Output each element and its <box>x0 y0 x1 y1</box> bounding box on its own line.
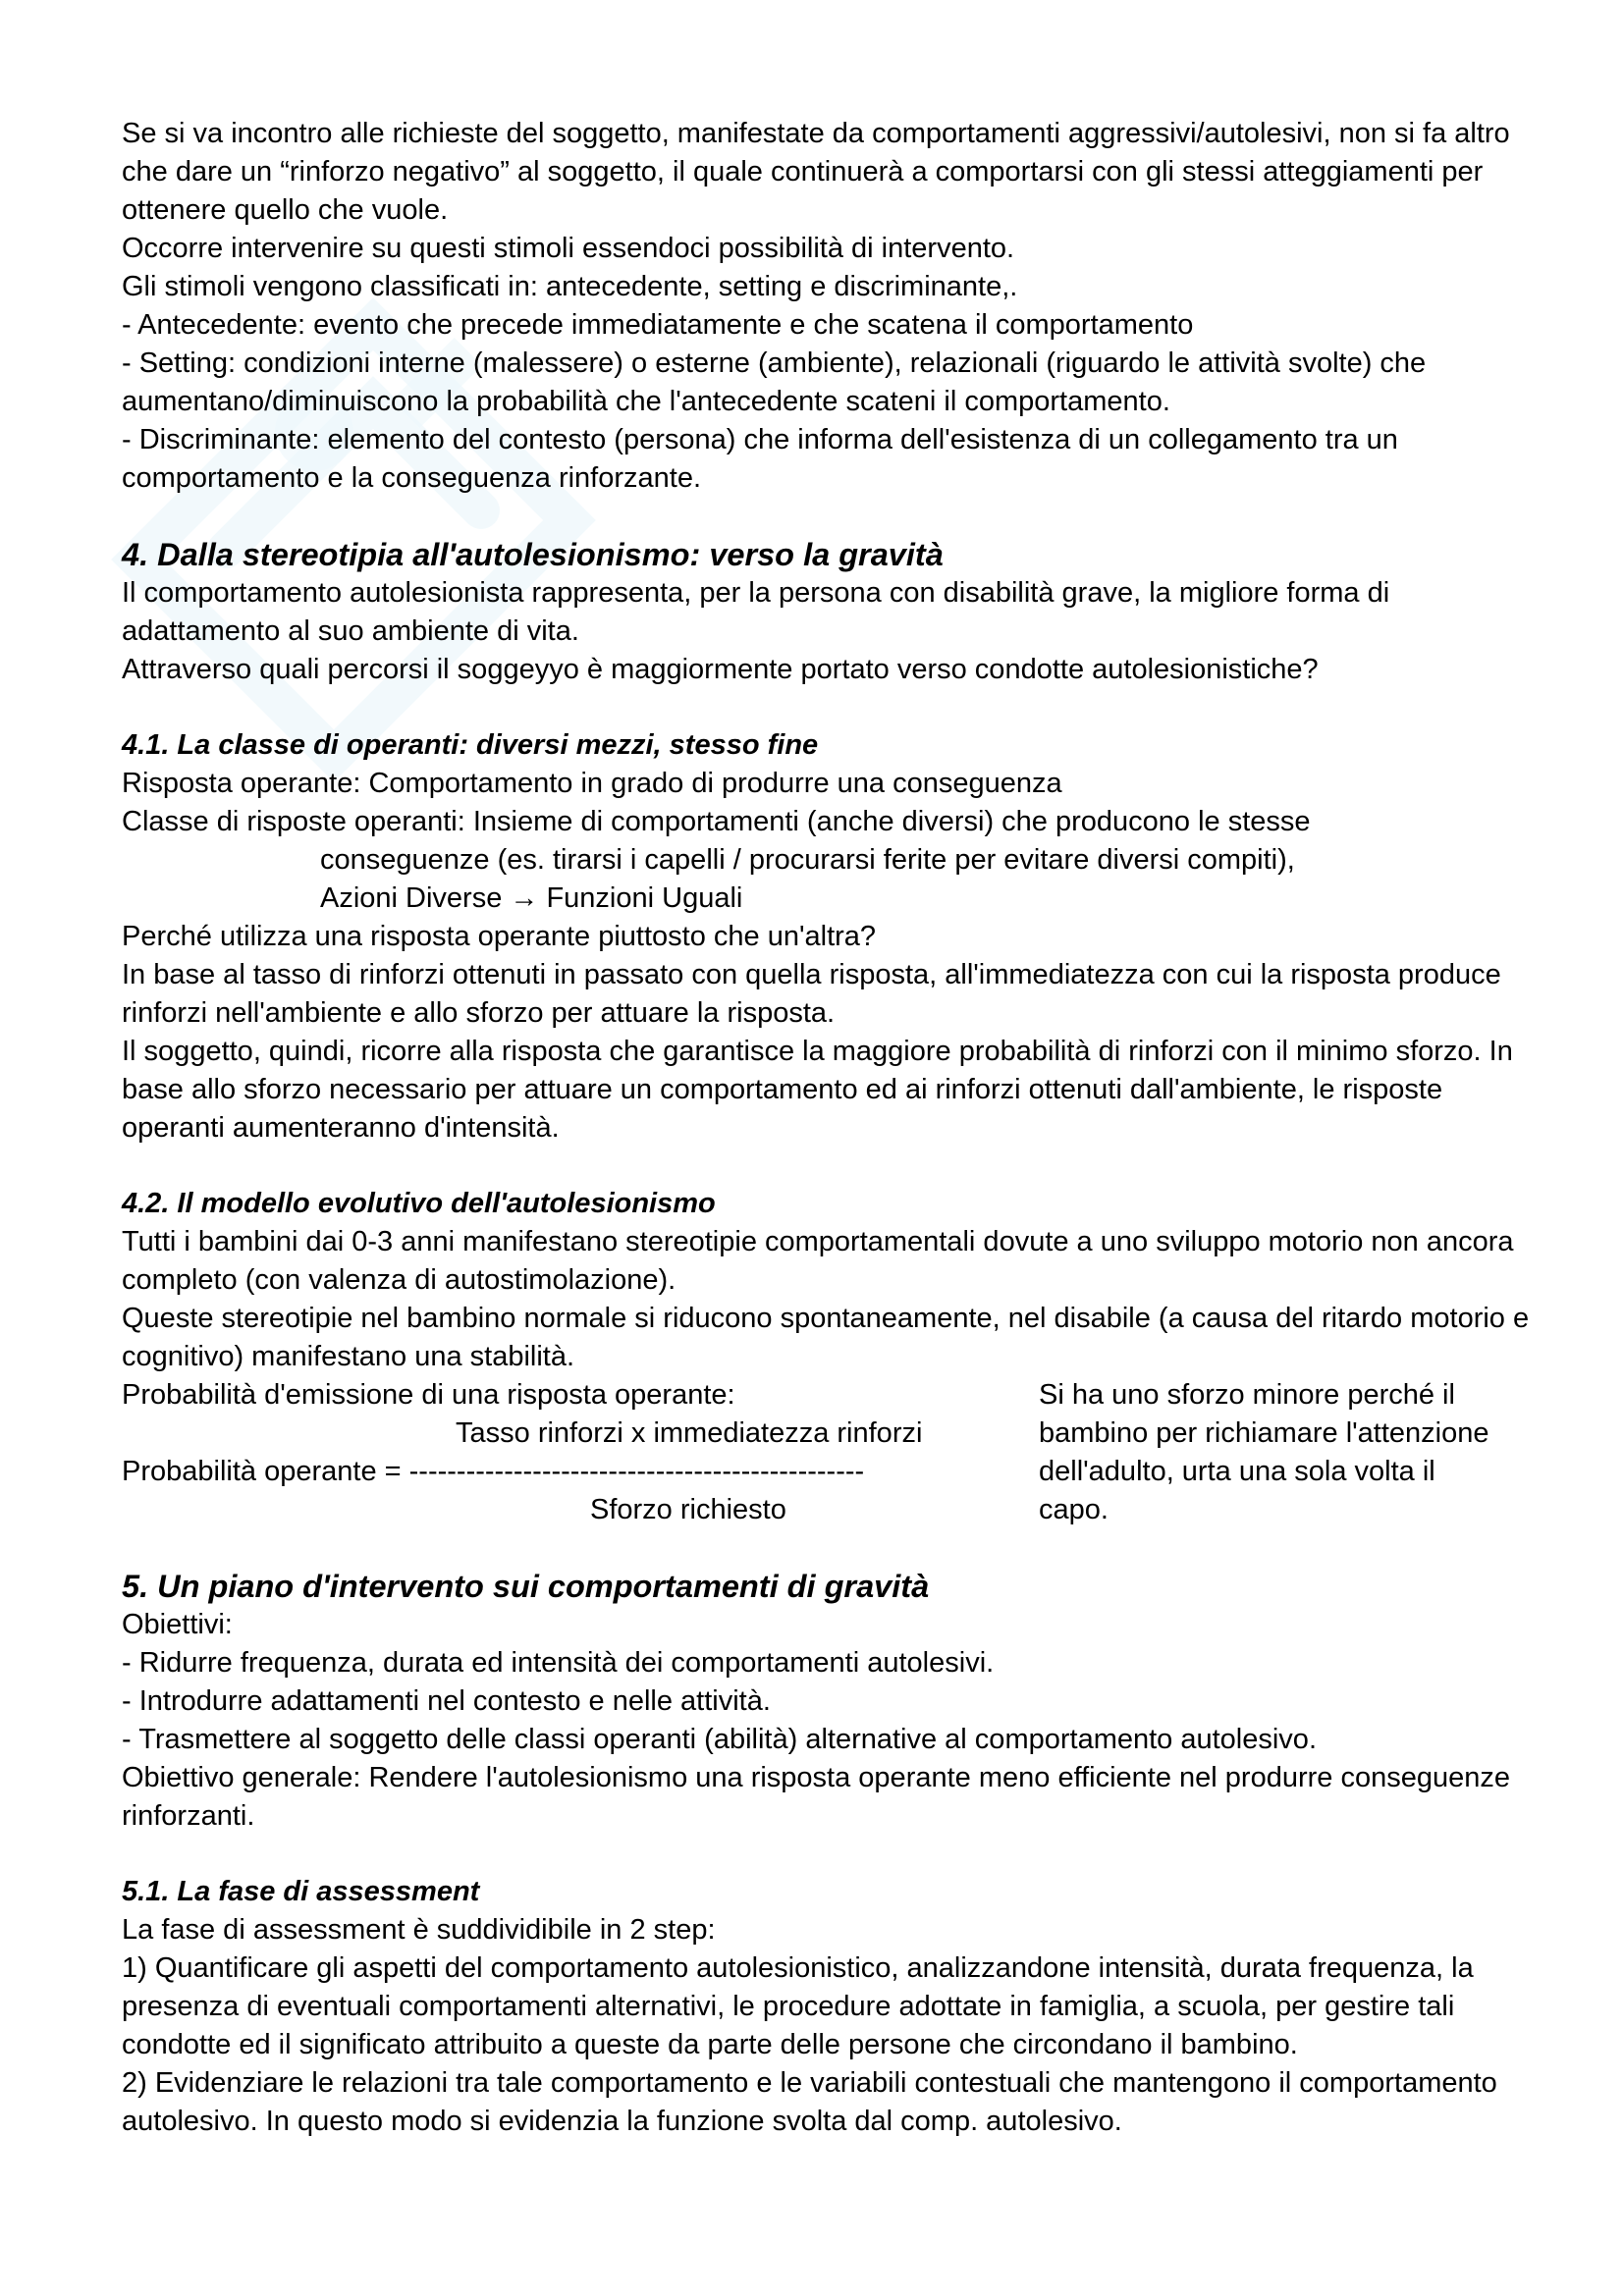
subsection-heading: 4.2. Il modello evolutivo dell'autolesionismo <box>122 1188 716 1219</box>
formula-denominator: Sforzo richiesto <box>590 1494 786 1525</box>
paragraph: Obiettivo generale: Rendere l'autolesionismo una risposta operante meno efficiente nel produrre conseguenze rinforzanti. <box>122 1762 1511 1832</box>
paragraph: Perché utilizza una risposta operante piuttosto che un'altra? <box>122 921 877 952</box>
paragraph: Gli stimoli vengono classificati in: antecedente, setting e discriminante,. <box>122 271 1018 302</box>
list-item: - Setting: condizioni interne (malessere) o esterne (ambiente), relazionali (riguardo le attività svolte) che aumentano/diminuiscono la probabilità che l'antecedente scateni il comportamento. <box>122 347 1427 417</box>
list-item: - Trasmettere al soggetto delle classi operanti (abilità) alternative al comportamento autolesivo. <box>122 1724 1317 1755</box>
list-item: - Antecedente: evento che precede immediatamente e che scatena il comportamento <box>122 309 1194 341</box>
paragraph: Risposta operante: Comportamento in grado di produrre una conseguenza <box>122 768 1062 799</box>
list-item: 1) Quantificare gli aspetti del comportamento autolesionistico, analizzandone intensità, durata frequenza, la presenza di eventuali comportamenti alternativi, le procedure adottate in famiglia, a scuola, per gestire tali condotte ed il significato attribuito a queste da parte delle persone che circondano il bambino. <box>122 1952 1474 2060</box>
paragraph: La fase di assessment è suddividibile in 2 step: <box>122 1914 716 1946</box>
paragraph: Classe di risposte operanti: Insieme di comportamenti (anche diversi) che producono le stesse <box>122 806 1311 837</box>
paragraph: In base al tasso di rinforzi ottenuti in passato con quella risposta, all'immediatezza con cui la risposta produce rinforzi nell'ambiente e allo sforzo per attuare la risposta. <box>122 959 1501 1029</box>
list-item: - Introdurre adattamenti nel contesto e nelle attività. <box>122 1685 771 1717</box>
section-heading: 4. Dalla stereotipia all'autolesionismo: verso la gravità <box>122 537 944 572</box>
list-item: 2) Evidenziare le relazioni tra tale comportamento e le variabili contestuali che mantengono il comportamento autolesivo. In questo modo si evidenzia la funzione svolta dal comp. autolesivo. <box>122 2067 1497 2137</box>
section-5-1 <box>122 1873 1536 2141</box>
list-item: - Ridurre frequenza, durata ed intensità dei comportamenti autolesivi. <box>122 1647 995 1679</box>
list-item: - Discriminante: elemento del contesto (persona) che informa dell'esistenza di un collegamento tra un comportamento e la conseguenza rinforzante. <box>122 424 1398 494</box>
paragraph: Occorre intervenire su questi stimoli essendoci possibilità di intervento. <box>122 233 1015 264</box>
paragraph: Il soggetto, quindi, ricorre alla risposta che garantisce la maggiore probabilità di rinforzi con il minimo sforzo. In base allo sforzo necessario per attuare un comportamento ed ai rinforzi ottenuti dall'ambiente, le risposte operanti aumenteranno d'intensità. <box>122 1036 1513 1144</box>
section-4-1 <box>122 726 1536 1148</box>
paragraph: Attraverso quali percorsi il soggeyyo è maggiormente portato verso condotte autolesionistiche? <box>122 654 1319 685</box>
formula-numerator: Tasso rinforzi x immediatezza rinforzi <box>456 1417 923 1449</box>
paragraph: Queste stereotipie nel bambino normale si riducono spontaneamente, nel disabile (a causa del ritardo motorio e cognitivo) manifestano una stabilità. <box>122 1303 1530 1372</box>
paragraph: Tutti i bambini dai 0-3 anni manifestano stereotipie comportamentali dovute a uno sviluppo motorio non ancora completo (con valenza di autostimolazione). <box>122 1226 1514 1296</box>
section-4-2 <box>122 1185 1536 1529</box>
formula-lhs: Probabilità operante = <box>122 1456 409 1487</box>
formula-block <box>122 1376 1536 1529</box>
formula <box>122 1376 1005 1529</box>
subsection-heading: 5.1. La fase di assessment <box>122 1876 480 1907</box>
paragraph: Obiettivi: <box>122 1609 233 1640</box>
side-note: Si ha uno sforzo minore perché il bambino per richiamare l'attenzione dell'adulto, urta una sola volta il capo. <box>1039 1379 1489 1525</box>
paragraph: Il comportamento autolesionista rappresenta, per la persona con disabilità grave, la migliore forma di adattamento al suo ambiente di vita. <box>122 577 1390 647</box>
section-heading: 5. Un piano d'intervento sui comportamenti di gravità <box>122 1569 930 1604</box>
paragraph: Se si va incontro alle richieste del soggetto, manifestate da comportamenti aggressivi/autolesivi, non si fa altro che dare un “rinforzo negativo” al soggetto, il quale continuerà a comportarsi con gli stessi atteggiamenti per ottenere quello che vuole. <box>122 118 1510 226</box>
section-4 <box>122 535 1536 689</box>
intro-section <box>122 115 1536 498</box>
section-5 <box>122 1567 1536 1836</box>
paragraph-continuation: Azioni Diverse → Funzioni Uguali <box>320 882 743 914</box>
formula-label: Probabilità d'emissione di una risposta operante: <box>122 1379 735 1411</box>
document-page <box>122 115 1536 2141</box>
paragraph-continuation: conseguenze (es. tirarsi i capelli / procurarsi ferite per evitare diversi compiti), <box>320 844 1295 876</box>
fraction-bar: ------------------------------------------------ <box>408 1456 865 1487</box>
subsection-heading: 4.1. La classe di operanti: diversi mezzi, stesso fine <box>122 729 819 761</box>
formula-line <box>122 1453 1005 1491</box>
